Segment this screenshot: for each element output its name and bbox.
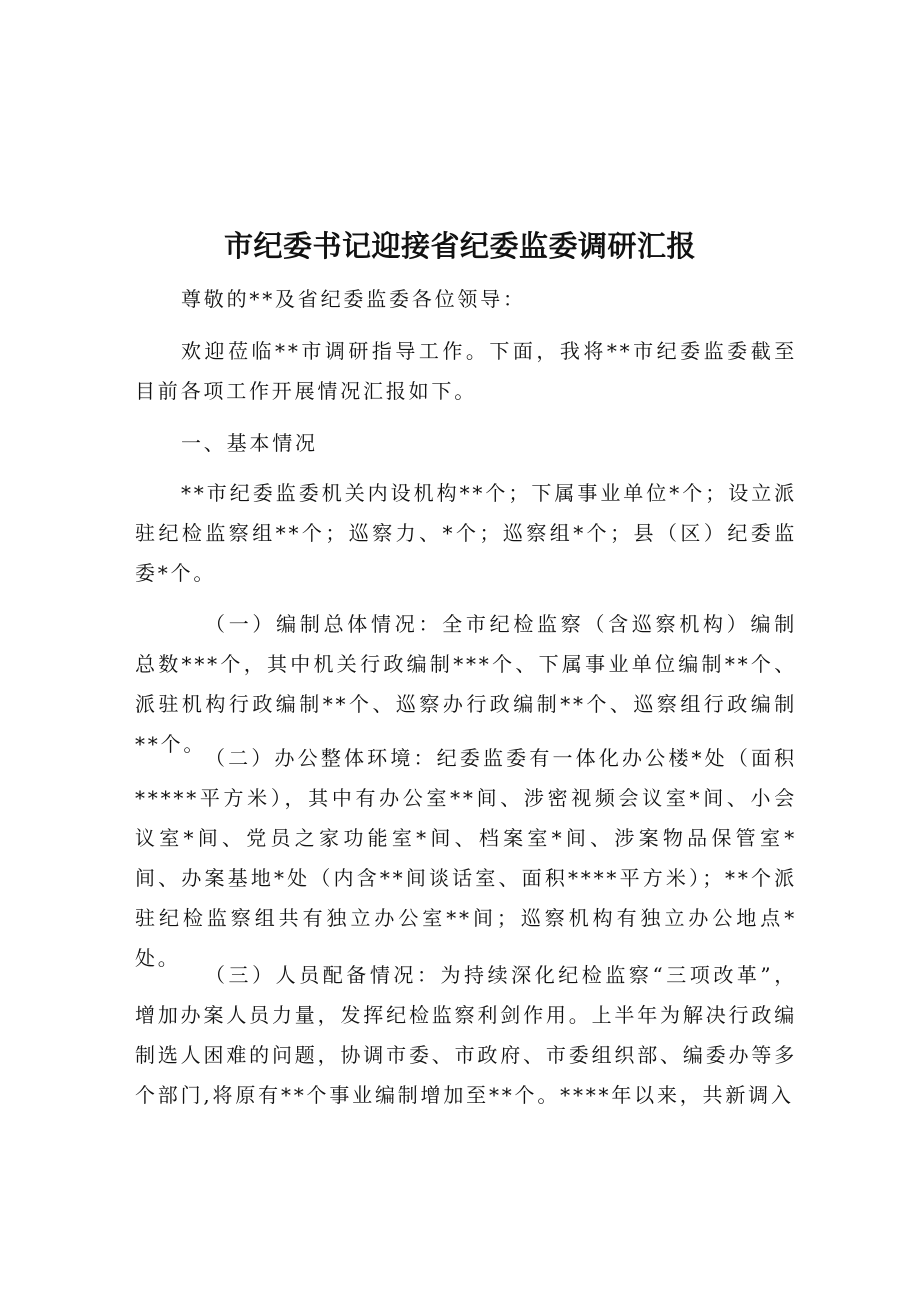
office-environment-paragraph: （二）办公整体环境：纪委监委有一体化办公楼*处（面积*****平方米），其中有办公室**间、涉密视频会议室*间、小会议室*间、党员之家功能室*间、档案室*间、涉案物品保管室*间、办案基地*处（内含**间谈话室、面积****平方米）；**个派驻纪检监察组共有独立办公室**间；巡察机构有独立办公地点*处。 (135, 746, 797, 970)
personnel-paragraph: （三）人员配备情况：为持续深化纪检监察“三项改革”，增加办案人员力量，发挥纪检监察利剑作用。上半年为解决行政编制选人困难的问题，协调市委、市政府、市委组织部、编委办等多个部门,将原有**个事业编制增加至**个。****年以来，共新调入 (135, 963, 797, 1107)
document-title: 市纪委书记迎接省纪委监委调研汇报 (223, 229, 696, 263)
basic-info-paragraph: **市纪委监委机关内设机构**个；下属事业单位*个；设立派驻纪检监察组**个；巡察力、*个；巡察组*个；县（区）纪委监委*个。 (135, 481, 797, 585)
welcome-paragraph: 欢迎莅临**市调研指导工作。下面，我将**市纪委监委截至目前各项工作开展情况汇报如下。 (135, 339, 797, 403)
section-heading-basic: 一、基本情况 (181, 431, 318, 455)
staffing-quota-paragraph: （一）编制总体情况：全市纪检监察（含巡察机构）编制总数***个，其中机关行政编制***个、下属事业单位编制**个、派驻机构行政编制**个、巡察办行政编制**个、巡察组行政编制**个。 (135, 612, 797, 756)
greeting-paragraph: 尊敬的**及省纪委监委各位领导： (181, 287, 526, 311)
